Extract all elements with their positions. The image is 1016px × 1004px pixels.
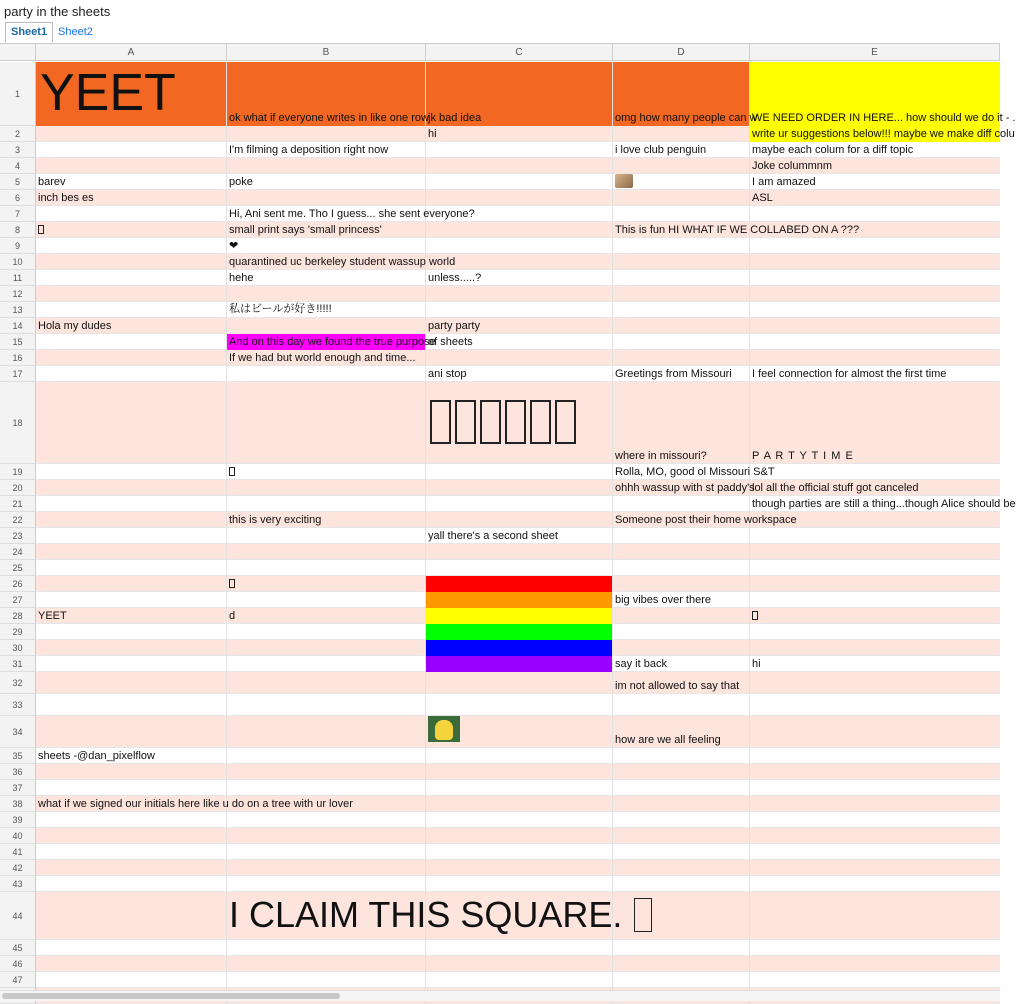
cell-a8[interactable] <box>36 222 44 238</box>
cell-a35[interactable] <box>36 748 227 764</box>
cell-a5[interactable] <box>36 174 227 190</box>
row-header-32[interactable]: 32 <box>0 672 36 694</box>
cell-b7[interactable] <box>227 206 475 222</box>
cell-d1[interactable] <box>613 62 757 126</box>
table-row <box>36 238 1000 254</box>
row-header-35[interactable]: 35 <box>0 748 36 764</box>
cell-a38[interactable] <box>36 796 353 812</box>
row-header-13[interactable]: 13 <box>0 302 36 318</box>
rainbow-stripe-6 <box>426 656 613 672</box>
row-header-19[interactable]: 19 <box>0 464 36 480</box>
table-row <box>36 828 1000 844</box>
cell-text: Greetings from Missouri <box>615 368 732 380</box>
missing-glyph-icon <box>229 579 235 588</box>
row-header-34[interactable]: 34 <box>0 716 36 748</box>
row-header-18[interactable]: 18 <box>0 382 36 464</box>
row-header-14[interactable]: 14 <box>0 318 36 334</box>
spreadsheet-grid[interactable] <box>0 43 1016 989</box>
cell-c23[interactable] <box>426 528 613 544</box>
cell-text: say it back <box>615 658 667 670</box>
cell-b13[interactable] <box>227 302 426 318</box>
row-header-30[interactable]: 30 <box>0 640 36 656</box>
cell-text: Rolla, MO, good ol Missouri S&T <box>615 466 775 478</box>
cell-b22[interactable] <box>227 512 426 528</box>
missing-glyph-icon <box>530 400 551 444</box>
row-header-15[interactable]: 15 <box>0 334 36 350</box>
cell-text: jk bad idea <box>428 112 482 124</box>
cell-text: Hola my dudes <box>38 320 112 332</box>
table-row <box>36 812 1000 828</box>
table-row <box>36 716 1000 748</box>
table-row <box>36 302 1000 318</box>
column-header-d[interactable]: D <box>613 44 750 61</box>
row-header-17[interactable]: 17 <box>0 366 36 382</box>
cell-text: ❤ <box>229 240 239 252</box>
rainbow-stripe-4 <box>426 624 613 640</box>
cell-text: ok what if everyone writes in like one row <box>229 112 429 124</box>
row-header-37[interactable]: 37 <box>0 780 36 796</box>
cell-text: im not allowed to say that <box>615 680 740 692</box>
cell-text: party party <box>428 320 480 332</box>
cell-text: inch bes es <box>38 192 94 204</box>
column-header-a[interactable]: A <box>36 44 227 61</box>
cell-text: lol all the official stuff got canceled <box>752 482 919 494</box>
cell-text: YEET <box>40 64 176 122</box>
table-row <box>36 876 1000 892</box>
cell-text: hi <box>752 658 761 670</box>
cell-b11[interactable] <box>227 270 426 286</box>
row-header-27[interactable]: 27 <box>0 592 36 608</box>
cell-e5[interactable] <box>750 174 1000 190</box>
row-header-38[interactable]: 38 <box>0 796 36 812</box>
cell-e20[interactable] <box>750 480 1000 496</box>
missing-glyph-icon <box>634 898 652 932</box>
table-row <box>36 860 1000 876</box>
table-row <box>36 464 1000 480</box>
row-header-4[interactable]: 4 <box>0 158 36 174</box>
row-header-8[interactable]: 8 <box>0 222 36 238</box>
cell-d32[interactable] <box>613 672 750 694</box>
row-header-11[interactable]: 11 <box>0 270 36 286</box>
row-header-16[interactable]: 16 <box>0 350 36 366</box>
cell-d8[interactable] <box>613 222 859 238</box>
row-header-23[interactable]: 23 <box>0 528 36 544</box>
row-header-1[interactable]: 1 <box>0 62 36 126</box>
table-row <box>36 672 1000 694</box>
cell-text: maybe each colum for a diff topic <box>752 144 914 156</box>
cell-text: I am amazed <box>752 176 816 188</box>
cell-d22[interactable] <box>613 512 797 528</box>
cell-a6[interactable] <box>36 190 227 206</box>
cell-text: ohhh wassup with st paddy's <box>615 482 755 494</box>
cell-b8[interactable] <box>227 222 426 238</box>
cell-a28[interactable] <box>36 608 227 624</box>
missing-glyph-icon <box>430 400 451 444</box>
cell-e1[interactable] <box>750 62 1015 126</box>
cell-d27[interactable] <box>613 592 750 608</box>
sheet-tabs <box>0 22 1000 42</box>
row-header-21[interactable]: 21 <box>0 496 36 512</box>
cell-c17[interactable] <box>426 366 613 382</box>
missing-glyph-icon <box>455 400 476 444</box>
table-row <box>36 972 1000 988</box>
cell-text: yall there's a second sheet <box>428 530 558 542</box>
row-header-10[interactable]: 10 <box>0 254 36 270</box>
cell-text: I CLAIM THIS SQUARE. <box>229 894 623 935</box>
cell-b16[interactable] <box>227 350 426 366</box>
table-row <box>36 286 1000 302</box>
table-row <box>36 764 1000 780</box>
cell-b10[interactable] <box>227 254 455 270</box>
cell-b19[interactable] <box>227 464 235 480</box>
cell-text: I'm filming a deposition right now <box>229 144 389 156</box>
table-row <box>36 694 1000 716</box>
cell-text: how are we all feeling <box>615 734 721 746</box>
cell-text: And on this day we found the true purpose <box>229 336 436 348</box>
rainbow-stripe-5 <box>426 640 613 656</box>
cell-d3[interactable] <box>613 142 750 158</box>
cell-text: this is very exciting <box>229 514 322 526</box>
cell-text: d <box>229 610 236 622</box>
horizontal-scrollbar[interactable] <box>0 990 1000 1001</box>
cell-text: poke <box>229 176 253 188</box>
cell-c2[interactable] <box>426 126 613 142</box>
cell-b15[interactable] <box>227 334 436 350</box>
cell-e3[interactable] <box>750 142 1000 158</box>
cell-c14[interactable] <box>426 318 613 334</box>
row-header-33[interactable]: 33 <box>0 694 36 716</box>
table-row <box>36 350 1000 366</box>
cell-e6[interactable] <box>750 190 1000 206</box>
row-header-31[interactable]: 31 <box>0 656 36 672</box>
cell-text: hehe <box>229 272 254 284</box>
cell-text: what if we signed our initials here like u do on a tree with ur lover <box>38 798 353 810</box>
row-header-2[interactable]: 2 <box>0 126 36 142</box>
row-header-45[interactable]: 45 <box>0 940 36 956</box>
column-header-e[interactable]: E <box>750 44 1000 61</box>
cell-text: hi <box>428 128 437 140</box>
cell-e2[interactable] <box>750 126 1015 142</box>
row-header-42[interactable]: 42 <box>0 860 36 876</box>
row-header-25[interactable]: 25 <box>0 560 36 576</box>
cell-d19[interactable] <box>613 464 775 480</box>
row-header-47[interactable]: 47 <box>0 972 36 988</box>
table-row <box>36 780 1000 796</box>
row-header-24[interactable]: 24 <box>0 544 36 560</box>
cell-d20[interactable] <box>613 480 755 496</box>
table-row <box>36 560 1000 576</box>
select-all-corner[interactable] <box>0 44 36 61</box>
row-header-22[interactable]: 22 <box>0 512 36 528</box>
row-header-44[interactable]: 44 <box>0 892 36 940</box>
cell-d34[interactable] <box>613 716 750 748</box>
rainbow-stripe-3 <box>426 608 613 624</box>
pikachu-image <box>428 716 460 742</box>
table-row <box>36 512 1000 528</box>
cell-c11[interactable] <box>426 270 613 286</box>
row-header-5[interactable]: 5 <box>0 174 36 190</box>
cell-e31[interactable] <box>750 656 1000 672</box>
cell-a14[interactable] <box>36 318 227 334</box>
row-header-41[interactable]: 41 <box>0 844 36 860</box>
row-header-26[interactable]: 26 <box>0 576 36 592</box>
row-header-46[interactable]: 46 <box>0 956 36 972</box>
cell-text: small print says 'small princess' <box>229 224 382 236</box>
row-header-28[interactable]: 28 <box>0 608 36 624</box>
row-header-6[interactable]: 6 <box>0 190 36 206</box>
cell-text: P A R T Y T I M E <box>752 450 854 462</box>
cell-text: YEET <box>38 610 67 622</box>
cell-text: unless.....? <box>428 272 482 284</box>
row-header-12[interactable]: 12 <box>0 286 36 302</box>
missing-glyph-icon <box>505 400 526 444</box>
table-row <box>36 544 1000 560</box>
cell-text: WE NEED ORDER IN HERE... how should we do it - . <box>752 112 1016 124</box>
cell-text: barev <box>38 176 66 188</box>
row-header-39[interactable]: 39 <box>0 812 36 828</box>
cell-text: ASL <box>752 192 773 204</box>
cell-text: I feel connection for almost the first time <box>752 368 947 380</box>
cell-c15[interactable] <box>426 334 613 350</box>
spreadsheet-title: party in the sheets <box>4 4 111 19</box>
cell-b9[interactable] <box>227 238 426 254</box>
cell-text: Joke colummnm <box>752 160 833 172</box>
cell-b28[interactable] <box>227 608 426 624</box>
missing-glyph-icon <box>752 611 758 620</box>
cell-b26[interactable] <box>227 576 235 592</box>
cell-text: This is fun HI WHAT IF WE COLLABED ON A ??? <box>615 224 860 236</box>
hamster-image <box>615 174 633 188</box>
column-header-b[interactable]: B <box>227 44 426 61</box>
tab-sheet1[interactable]: Sheet1 <box>5 22 53 43</box>
row-header-9[interactable]: 9 <box>0 238 36 254</box>
row-header-7[interactable]: 7 <box>0 206 36 222</box>
cell-text: of sheets <box>428 336 473 348</box>
cell-d17[interactable] <box>613 366 750 382</box>
cell-c18[interactable] <box>426 382 580 464</box>
cell-b44[interactable] <box>227 892 652 940</box>
rainbow-stripe-1 <box>426 576 613 592</box>
cell-text: Someone post their home workspace <box>615 514 797 526</box>
table-row <box>36 940 1000 956</box>
cell-e17[interactable] <box>750 366 1000 382</box>
cell-d18[interactable] <box>613 382 750 464</box>
cell-b3[interactable] <box>227 142 426 158</box>
cell-e18[interactable] <box>750 382 1000 464</box>
cell-text: where in missouri? <box>615 450 707 462</box>
table-row <box>36 844 1000 860</box>
cell-text: write ur suggestions below!!! maybe we make diff colu <box>752 128 1015 140</box>
table-row <box>36 206 1000 222</box>
cell-text: sheets -@dan_pixelflow <box>38 750 155 762</box>
missing-glyph-icon <box>480 400 501 444</box>
pikachu-shape <box>435 720 453 740</box>
cell-text: quarantined uc berkeley student wassup world <box>229 256 456 268</box>
cell-b5[interactable] <box>227 174 426 190</box>
scrollbar-thumb[interactable] <box>2 993 340 999</box>
missing-glyph-icon <box>229 467 235 476</box>
column-header-c[interactable]: C <box>426 44 613 61</box>
cell-d5[interactable] <box>613 174 633 190</box>
cell-e28[interactable] <box>750 608 758 624</box>
table-row <box>36 956 1000 972</box>
table-row <box>36 254 1000 270</box>
cell-text: ani stop <box>428 368 467 380</box>
rainbow-stripe-2 <box>426 592 613 608</box>
cell-a1[interactable] <box>36 62 227 126</box>
cell-text: i love club penguin <box>615 144 707 156</box>
cell-e21[interactable] <box>750 496 1016 512</box>
row-header-40[interactable]: 40 <box>0 828 36 844</box>
row-header-43[interactable]: 43 <box>0 876 36 892</box>
cell-e4[interactable] <box>750 158 1000 174</box>
row-header-3[interactable]: 3 <box>0 142 36 158</box>
tab-sheet2[interactable]: Sheet2 <box>58 26 93 38</box>
missing-glyph-icon <box>38 225 44 234</box>
row-header-20[interactable]: 20 <box>0 480 36 496</box>
cell-d31[interactable] <box>613 656 750 672</box>
row-header-36[interactable]: 36 <box>0 764 36 780</box>
missing-glyph-icon <box>555 400 576 444</box>
cell-text: Hi, Ani sent me. Tho I guess... she sent everyone? <box>229 208 475 220</box>
cell-text: though parties are still a thing...though Alice should be <box>752 498 1016 510</box>
cell-c34[interactable] <box>426 716 460 748</box>
cell-b1[interactable] <box>227 62 429 126</box>
cell-text: big vibes over there <box>615 594 711 606</box>
cell-text: If we had but world enough and time... <box>229 352 416 364</box>
cell-text: omg how many people can w <box>615 112 758 124</box>
cell-text: 私はビールが好き!!!!! <box>229 303 332 315</box>
row-header-29[interactable]: 29 <box>0 624 36 640</box>
cell-c1[interactable] <box>426 62 613 126</box>
